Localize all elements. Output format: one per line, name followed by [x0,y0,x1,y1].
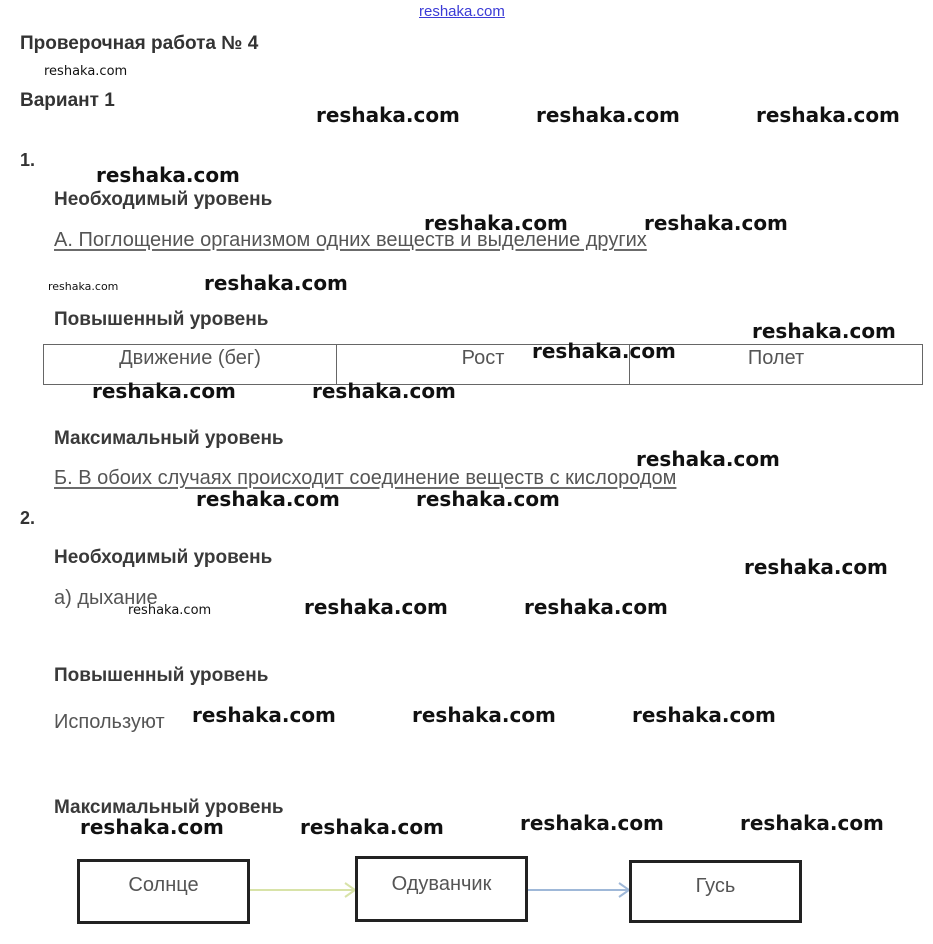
watermark: reshaka.com [536,103,680,127]
task-2-level-advanced: Повышенный уровень [54,665,269,686]
task-1-answer-maximal: Б. В обоих случаях происходит соединение веществ с кислородом [54,467,677,489]
table-cell: Движение (бег) [44,345,337,384]
task-1-level-advanced: Повышенный уровень [54,309,269,330]
task-2-answer-basic: а) дыхание [54,587,158,609]
task-1-number: 1. [20,150,36,170]
watermark: reshaka.com [316,103,460,127]
watermark: reshaka.com [524,595,668,619]
task-2-level-maximal: Максимальный уровень [54,797,284,818]
watermark: reshaka.com [632,703,776,727]
watermark: reshaka.com [96,163,240,187]
page-title: Проверочная работа № 4 [20,33,259,54]
task-1-level-maximal: Максимальный уровень [54,428,284,449]
watermark: reshaka.com [752,319,896,343]
watermark: reshaka.com [300,815,444,839]
watermark: reshaka.com [128,603,212,618]
arrow-icon [527,883,629,897]
watermark: reshaka.com [80,815,224,839]
watermark: reshaka.com [304,595,448,619]
table-cell: Полет [747,347,805,369]
variant-title: Вариант 1 [20,90,115,111]
watermark: reshaka.com [204,271,348,295]
watermark: reshaka.com [532,339,676,363]
watermark: reshaka.com [412,703,556,727]
food-chain-box: Гусь [629,860,802,923]
food-chain-box: Солнце [77,859,250,924]
watermark: reshaka.com [644,211,788,235]
watermark: reshaka.com [740,811,884,835]
watermark: reshaka.com [48,280,119,293]
table-cell: Рост [337,345,630,384]
watermark: reshaka.com [416,487,560,511]
arrow-icon [249,883,355,897]
task-1-answer-basic: А. Поглощение организмом одних веществ и выделение других [54,229,647,251]
watermark: reshaka.com [92,379,236,403]
watermark: reshaka.com [520,811,664,835]
watermark: reshaka.com [196,487,340,511]
watermark: reshaka.com [44,64,128,79]
task-1-level-basic: Необходимый уровень [54,189,273,210]
top-watermark-link[interactable]: reshaka.com [419,3,505,20]
task-2-number: 2. [20,508,36,528]
watermark: reshaka.com [744,555,888,579]
watermark: reshaka.com [756,103,900,127]
watermark: reshaka.com [192,703,336,727]
task-2-level-basic: Необходимый уровень [54,547,273,568]
food-chain-box: Одуванчик [355,856,528,922]
task-2-answer-advanced: Используют [54,711,165,733]
watermark: reshaka.com [424,211,568,235]
watermark: reshaka.com [636,447,780,471]
watermark: reshaka.com [312,379,456,403]
